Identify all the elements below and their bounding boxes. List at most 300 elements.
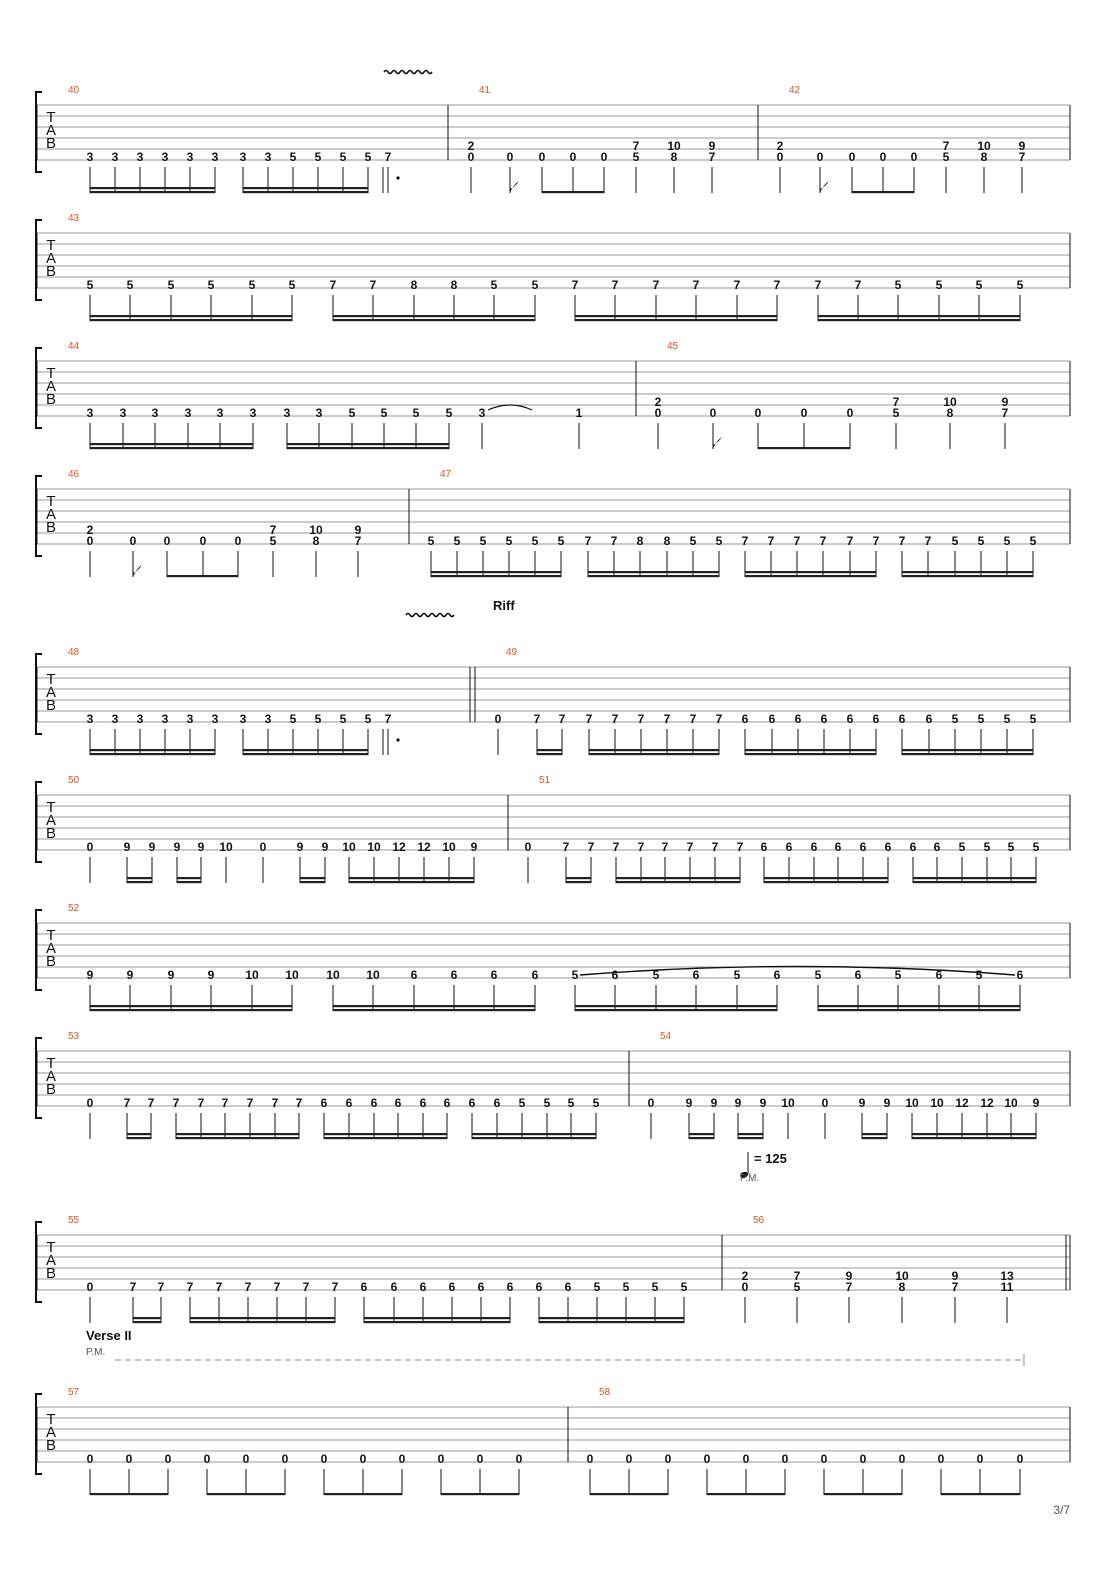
fret-number: 5 [571,968,579,982]
fret-number: 0 [86,1096,94,1110]
fret-number: 5 [248,278,256,292]
tab-clef-letter: A [45,250,57,267]
fret-number: 2 [467,139,475,153]
fret-number: 9 [207,968,215,982]
note-beam [912,1133,1036,1135]
tab-clef-letter: T [46,799,56,816]
fret-number: 9 [759,1096,767,1110]
rest-dot [396,738,399,741]
fret-number: 6 [933,840,941,854]
note-beam [324,1137,447,1139]
fret-number: 6 [493,1096,501,1110]
tie-arc [488,405,532,410]
fret-number: 6 [925,712,933,726]
fret-number: 6 [611,968,619,982]
fret-number: 6 [390,1280,398,1294]
fret-number: 0 [846,406,854,420]
fret-number: 5 [364,150,372,164]
fret-number: 6 [760,840,768,854]
fret-number: 5 [126,278,134,292]
fret-number: 5 [445,406,453,420]
fret-number: 2 [654,395,662,409]
fret-number: 0 [820,1452,828,1466]
note-beam [167,575,238,577]
fret-number: 10 [219,840,233,854]
fret-number: 0 [86,534,94,548]
note-beam [190,1321,335,1323]
note-beam [913,881,1036,883]
fret-number: 0 [654,406,662,420]
note-beam [764,881,888,883]
note-beam [190,1317,335,1319]
fret-number: 0 [203,1452,211,1466]
fret-number: 5 [288,278,296,292]
note-beam [472,1133,596,1135]
note-beam [575,315,777,317]
fret-number: 5 [289,712,297,726]
fret-number: 5 [479,534,487,548]
fret-number: 5 [505,534,513,548]
note-beam [589,749,719,751]
fret-number: 7 [741,534,749,548]
fret-number: 8 [898,1280,906,1294]
fret-number: 7 [269,523,277,537]
fret-number: 7 [215,1280,223,1294]
palm-mute-label: P.M. [86,1347,106,1358]
note-beam [90,315,292,317]
fret-number: 6 [692,968,700,982]
tab-clef-letter: T [46,493,56,510]
fret-number: 7 [715,712,723,726]
fret-number: 0 [86,1280,94,1294]
fret-number: 8 [450,278,458,292]
fret-number: 12 [955,1096,969,1110]
note-beam [127,1133,151,1135]
measure-number: 47 [440,469,452,480]
fret-number: 5 [412,406,420,420]
note-beam [537,753,562,755]
fret-number: 5 [632,150,640,164]
fret-number: 9 [167,968,175,982]
fret-number: 5 [567,1096,575,1110]
fret-number: 7 [689,712,697,726]
fret-number: 0 [703,1452,711,1466]
fret-number: 5 [958,840,966,854]
fret-number: 6 [345,1096,353,1110]
fret-number: 6 [370,1096,378,1110]
fret-number: 7 [652,278,660,292]
tab-clef-letter: A [45,1252,57,1269]
fret-number: 9 [354,523,362,537]
fret-number: 3 [86,406,94,420]
note-beam [566,877,591,879]
fret-number: 0 [800,406,808,420]
note-flag [820,181,829,193]
note-beam [824,1493,902,1495]
fret-number: 10 [245,968,259,982]
measure-number: 54 [660,1031,672,1042]
fret-number: 0 [164,1452,172,1466]
fret-number: 5 [1007,840,1015,854]
fret-number: 9 [883,1096,891,1110]
fret-number: 7 [197,1096,205,1110]
fret-number: 9 [470,840,478,854]
fret-number: 10 [366,968,380,982]
fret-number: 7 [814,278,822,292]
fret-number: 6 [419,1096,427,1110]
note-beam [745,575,876,577]
fret-number: 0 [506,150,514,164]
fret-number: 12 [392,840,406,854]
fret-number: 5 [453,534,461,548]
note-beam [912,1137,1036,1139]
tab-clef-letter: A [45,122,57,139]
note-beam [537,749,562,751]
fret-number: 7 [711,840,719,854]
fret-number: 5 [1032,840,1040,854]
measure-number: 42 [789,85,801,96]
fret-number: 7 [663,712,671,726]
fret-number: 8 [670,150,678,164]
fret-number: 0 [754,406,762,420]
note-beam [127,881,152,883]
fret-number: 5 [1029,534,1037,548]
note-beam [177,881,201,883]
note-beam [287,447,449,449]
tab-clef-letter: B [45,135,57,152]
fret-number: 3 [239,150,247,164]
note-flag [713,437,722,449]
fret-number: 0 [1016,1452,1024,1466]
note-beam [852,191,914,193]
note-beam [133,1317,161,1319]
fret-number: 6 [854,968,862,982]
note-beam [176,1137,299,1139]
note-beam [90,753,215,755]
fret-number: 5 [894,968,902,982]
note-beam [127,877,152,879]
fret-number: 7 [147,1096,155,1110]
fret-number: 2 [776,139,784,153]
fret-number: 0 [821,1096,829,1110]
fret-number: 0 [467,150,475,164]
fret-number: 10 [342,840,356,854]
fret-number: 5 [339,712,347,726]
fret-number: 3 [111,712,119,726]
note-beam [300,877,325,879]
fret-number: 9 [951,1269,959,1283]
fret-number: 9 [123,840,131,854]
fret-number: 6 [410,968,418,982]
tab-clef-letter: B [45,1437,57,1454]
fret-number: 0 [163,534,171,548]
note-beam [575,1005,777,1007]
fret-number: 5 [977,712,985,726]
note-beam [575,1009,777,1011]
fret-number: 9 [858,1096,866,1110]
note-beam [818,315,1020,317]
fret-number: 6 [448,1280,456,1294]
measure-number: 43 [68,213,80,224]
fret-number: 6 [834,840,842,854]
measure-number: 41 [479,85,491,96]
note-beam [333,1005,535,1007]
fret-number: 6 [820,712,828,726]
note-beam [90,443,253,445]
note-beam [616,881,740,883]
note-beam [472,1137,596,1139]
note-beam [902,575,1033,577]
fret-number: 9 [1001,395,1009,409]
rest-dot [396,176,399,179]
fret-number: 5 [557,534,565,548]
fret-number: 6 [443,1096,451,1110]
fret-number: 7 [637,840,645,854]
tab-clef-letter: T [46,1055,56,1072]
fret-number: 7 [632,139,640,153]
fret-number: 7 [186,1280,194,1294]
fret-number: 3 [283,406,291,420]
fret-number: 5 [314,150,322,164]
fret-number: 5 [715,534,723,548]
fret-number: 3 [216,406,224,420]
fret-number: 7 [369,278,377,292]
measure-number: 40 [68,85,80,96]
note-beam [300,881,325,883]
fret-number: 5 [289,150,297,164]
fret-number: 0 [359,1452,367,1466]
fret-number: 7 [854,278,862,292]
fret-number: 7 [246,1096,254,1110]
note-beam [707,1493,785,1495]
fret-number: 6 [394,1096,402,1110]
note-beam [431,575,561,577]
note-beam [127,1137,151,1139]
tab-clef-letter: A [45,378,57,395]
note-beam [364,1317,510,1319]
fret-number: 5 [1029,712,1037,726]
fret-number: 3 [111,150,119,164]
note-beam [738,1133,763,1135]
fret-number: 10 [442,840,456,854]
section-label-verse: Verse II [86,1328,132,1343]
fret-number: 5 [652,968,660,982]
note-beam [539,1317,684,1319]
fret-number: 6 [320,1096,328,1110]
fret-number: 6 [564,1280,572,1294]
fret-number: 5 [951,534,959,548]
fret-number: 0 [664,1452,672,1466]
fret-number: 5 [983,840,991,854]
fret-number: 5 [593,1280,601,1294]
fret-number: 6 [872,712,880,726]
fret-number: 6 [768,712,776,726]
fret-number: 3 [211,150,219,164]
fret-number: 5 [894,278,902,292]
fret-number: 7 [533,712,541,726]
fret-number: 7 [845,1280,853,1294]
fret-number: 10 [943,395,957,409]
note-beam [616,877,740,879]
fret-number: 0 [398,1452,406,1466]
fret-number: 5 [975,278,983,292]
fret-number: 3 [186,712,194,726]
note-beam [90,1009,292,1011]
tab-clef-letter: B [45,519,57,536]
fret-number: 6 [490,968,498,982]
fret-number: 0 [742,1452,750,1466]
fret-number: 6 [506,1280,514,1294]
fret-number: 5 [490,278,498,292]
fret-number: 7 [612,840,620,854]
note-beam [90,1493,168,1495]
fret-number: 0 [910,150,918,164]
fret-number: 0 [781,1452,789,1466]
measure-number: 50 [68,775,80,786]
fret-number: 3 [239,712,247,726]
fret-number: 10 [1004,1096,1018,1110]
fret-number: 3 [184,406,192,420]
tab-clef-letter: B [45,391,57,408]
note-flag [510,181,519,193]
tab-clef-letter: T [46,365,56,382]
fret-number: 9 [197,840,205,854]
fret-number: 7 [793,1269,801,1283]
fret-number: 9 [173,840,181,854]
fret-number: 5 [269,534,277,548]
fret-number: 5 [543,1096,551,1110]
fret-number: 6 [450,968,458,982]
fret-number: 10 [977,139,991,153]
fret-number: 0 [569,150,577,164]
fret-number: 6 [1016,968,1024,982]
fret-number: 5 [680,1280,688,1294]
note-beam [90,191,215,193]
fret-number: 7 [129,1280,137,1294]
fret-number: 6 [909,840,917,854]
fret-number: 9 [296,840,304,854]
fret-number: 0 [976,1452,984,1466]
fret-number: 9 [1018,139,1026,153]
fret-number: 3 [151,406,159,420]
fret-number: 0 [86,1452,94,1466]
fret-number: 5 [380,406,388,420]
fret-number: 0 [647,1096,655,1110]
fret-number: 0 [476,1452,484,1466]
note-beam [90,447,253,449]
fret-number: 3 [186,150,194,164]
fret-number: 7 [562,840,570,854]
note-beam [818,319,1020,321]
fret-number: 7 [892,395,900,409]
vibrato-mark [384,71,432,74]
fret-number: 5 [793,1280,801,1294]
note-beam [542,191,604,193]
note-beam [333,315,535,317]
fret-number: 6 [794,712,802,726]
fret-number: 5 [86,278,94,292]
fret-number: 5 [348,406,356,420]
fret-number: 0 [538,150,546,164]
note-beam [818,1009,1020,1011]
fret-number: 6 [741,712,749,726]
fret-number: 0 [586,1452,594,1466]
fret-number: 7 [924,534,932,548]
fret-number: 3 [161,712,169,726]
fret-number: 9 [86,968,94,982]
page-number: 3/7 [1053,1503,1070,1517]
fret-number: 7 [571,278,579,292]
fret-number: 7 [585,712,593,726]
fret-number: 7 [686,840,694,854]
fret-number: 5 [427,534,435,548]
fret-number: 3 [161,150,169,164]
note-beam [902,753,1033,755]
fret-number: 9 [710,1096,718,1110]
fret-number: 5 [364,712,372,726]
fret-number: 0 [86,840,94,854]
note-beam [349,877,474,879]
fret-number: 8 [946,406,954,420]
note-beam [90,319,292,321]
fret-number: 10 [895,1269,909,1283]
measure-number: 55 [68,1215,80,1226]
fret-number: 7 [610,534,618,548]
fret-number: 6 [360,1280,368,1294]
fret-number: 0 [937,1452,945,1466]
tab-clef-letter: T [46,109,56,126]
fret-number: 7 [793,534,801,548]
note-beam [913,877,1036,879]
fret-number: 3 [136,712,144,726]
fret-number: 7 [584,534,592,548]
note-beam [575,319,777,321]
note-beam [90,749,215,751]
fret-number: 5 [518,1096,526,1110]
tab-clef-letter: T [46,1239,56,1256]
fret-number: 6 [419,1280,427,1294]
tab-clef-letter: B [45,697,57,714]
fret-number: 6 [535,1280,543,1294]
fret-number: 7 [302,1280,310,1294]
tab-clef-letter: B [45,263,57,280]
tab-clef-letter: T [46,927,56,944]
section-label-riff: Riff [493,598,515,613]
fret-number: 3 [315,406,323,420]
fret-number: 7 [819,534,827,548]
fret-number: 2 [86,523,94,537]
fret-number: 7 [354,534,362,548]
fret-number: 5 [339,150,347,164]
fret-number: 5 [935,278,943,292]
fret-number: 5 [1016,278,1024,292]
note-beam [324,1133,447,1135]
fret-number: 10 [930,1096,944,1110]
fret-number: 5 [167,278,175,292]
fret-number: 7 [221,1096,229,1110]
fret-number: 6 [785,840,793,854]
fret-number: 3 [136,150,144,164]
fret-number: 0 [859,1452,867,1466]
tab-clef-letter: T [46,671,56,688]
note-beam [941,1493,1020,1495]
note-beam [176,1133,299,1135]
fret-number: 10 [905,1096,919,1110]
tab-clef-letter: T [46,1411,56,1428]
fret-number: 7 [951,1280,959,1294]
fret-number: 5 [1003,534,1011,548]
tab-clef-letter: B [45,953,57,970]
